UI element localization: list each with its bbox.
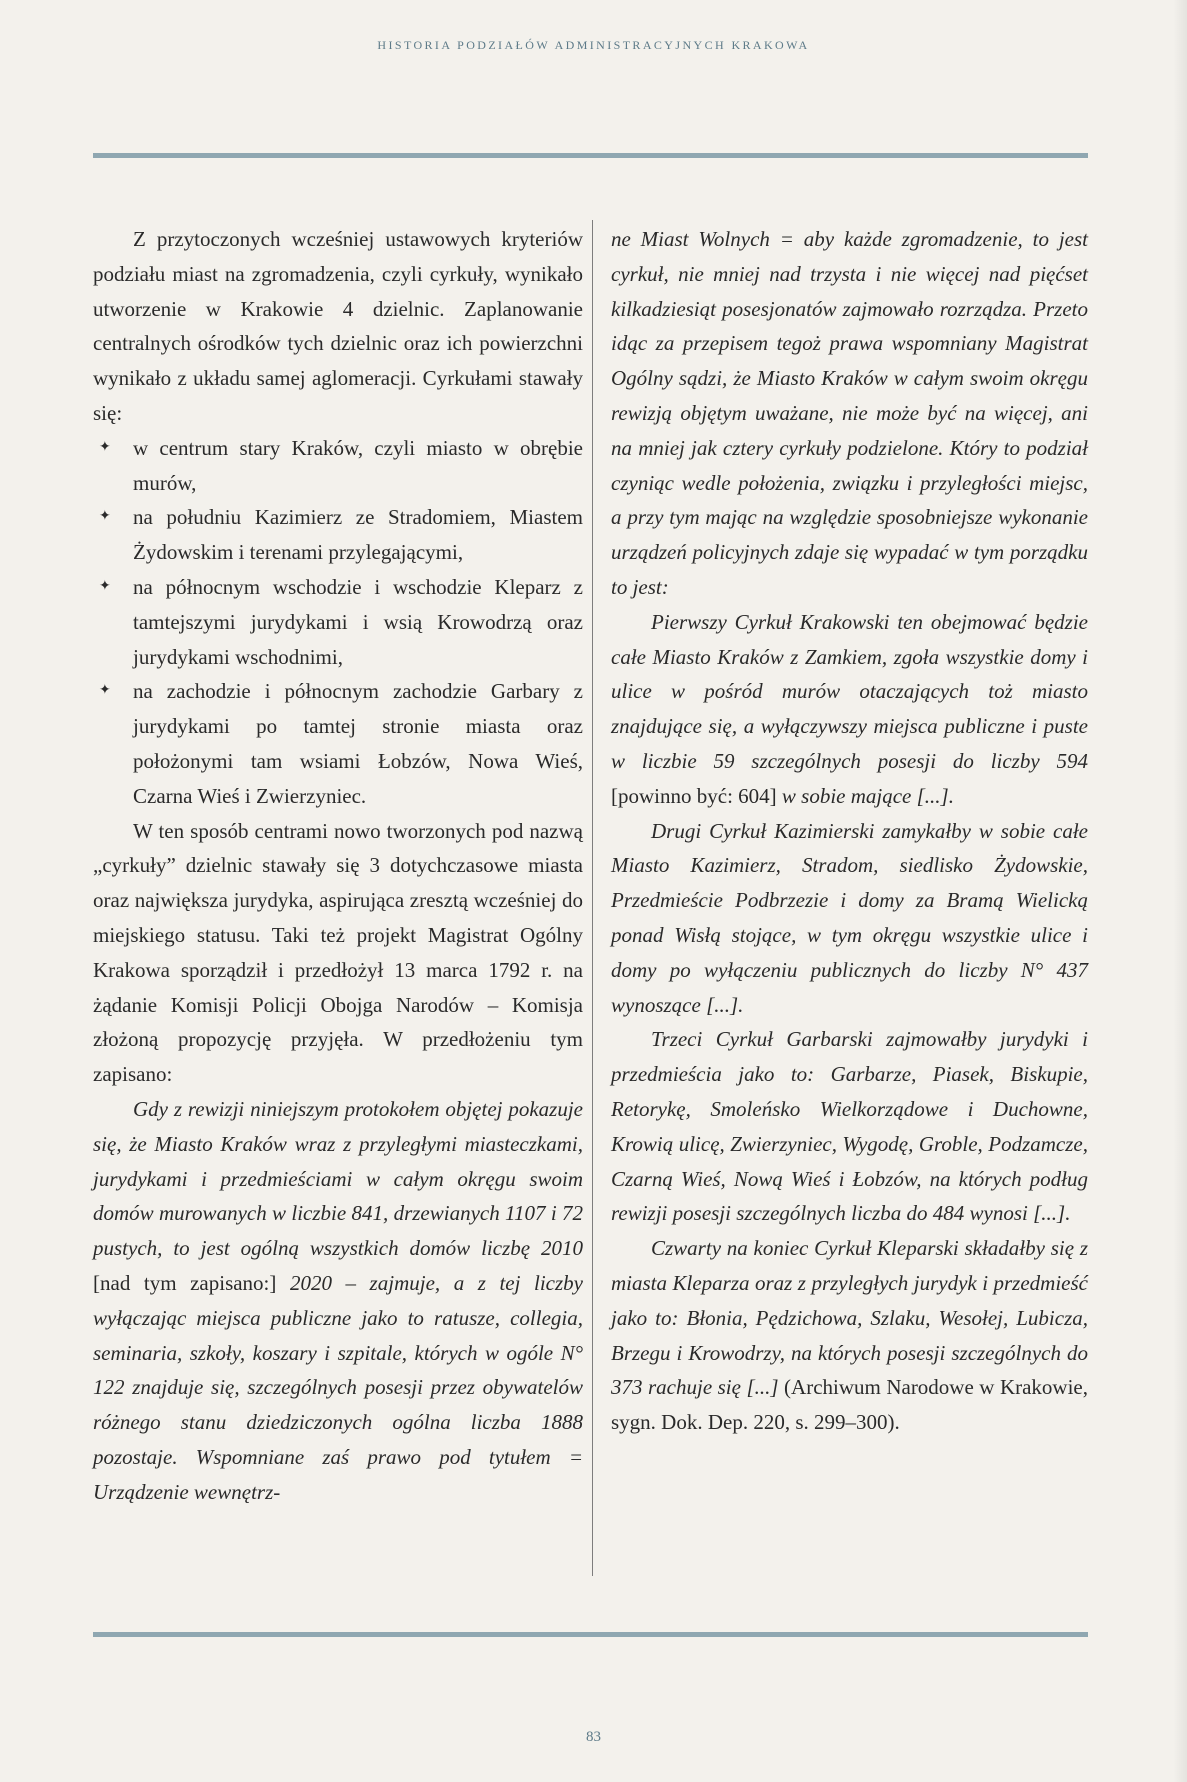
right-column bbox=[611, 222, 1088, 1440]
body-paragraph: W ten sposób centrami nowo tworzonych pod nazwą „cyrkuły” dzielnic stawały się 3 dotychczasowe miasta oraz największa jurydyka, aspirująca zresztą wcześniej do miejskiego statusu. Taki też projekt Magistrat Ogólny Krakowa sporządził i przedłożył 13 marca 1792 r. na żądanie Komisji Policji Obojga Narodów – Komisja złożoną propozycję przyjęła. W przedłożeniu tym zapisano: bbox=[93, 818, 583, 1087]
quote-text: Pierwszy Cyrkuł Krakowski ten obejmować będzie całe Miasto Kraków z Zamkiem, zgoła wszystkie domy i ulice w pośród murów otaczających toż miasto znajdujące się, a wyłączywszy miejsca publiczne i puste w liczbie 59 szczególnych posesji do liczby 594 bbox=[611, 609, 1088, 773]
left-column bbox=[93, 222, 583, 1509]
list-item-text: w centrum stary Kraków, czyli miasto w obrębie murów, bbox=[133, 435, 583, 495]
quote-paragraph: Drugi Cyrkuł Kazimierski zamykałby w sobie całe Miasto Kazimierz, Stradom, siedlisko Żydowskie, Przedmieście Podbrzezie i domy za Bramą Wielicką ponad Wisłą stojące, w tym okręgu wszystkie ulice i domy po wyłączeniu publicznych do liczby N° 437 wynoszące [...]. bbox=[611, 818, 1088, 1017]
quote-text: Gdy z rewizji niniejszym protokołem objętej pokazuje się, że Miasto Kraków wraz z przyległymi miasteczkami, jurydykami i przedmieściami w całym okręgu swoim domów murowanych w liczbie 841, drzewianych 1107 i 72 pustych, to jest ogólną wszystkich domów liczbę 2010 bbox=[93, 1096, 583, 1261]
bullet-icon: ✦ bbox=[99, 439, 111, 455]
quote-paragraph: Trzeci Cyrkuł Garbarski zajmowałby jurydyki i przedmieścia jako to: Garbarze, Piasek, Biskupie, Retorykę, Smoleńsko Wielkorządowe i Duchowne, Krowią ulicę, Zwierzyniec, Wygodę, Groble, Podzamcze, Czarną Wieś, Nową Wieś i Łobzów, na których podług rewizji posesji szczególnych liczba do 484 wynosi [...]. bbox=[611, 1027, 1088, 1226]
list-item bbox=[93, 674, 583, 813]
quote-paragraph bbox=[93, 1092, 583, 1510]
bullet-icon: ✦ bbox=[99, 683, 111, 699]
quote-text: Czwarty na koniec Cyrkuł Kleparski składałby się z miasta Kleparza oraz z przyległych jurydyk i przedmieść jako to: Błonia, Pędzichowa, Szlaku, Wesołej, Lubicza, Brzegu i Krowodrzy, na których posesji szczególnych do 373 rachuje się [...] bbox=[611, 1236, 1088, 1400]
bullet-icon: ✦ bbox=[99, 509, 111, 525]
editorial-note: [nad tym zapisano:] bbox=[93, 1270, 290, 1295]
cyrkul-bullet-list bbox=[93, 431, 583, 814]
list-item-text: na zachodzie i północnym zachodzie Garbary z jurydykami po tamtej stronie miasta oraz położonymi tam wsiami Łobzów, Nowa Wieś, Czarna Wieś i Zwierzyniec. bbox=[133, 679, 583, 808]
intro-paragraph: Z przytoczonych wcześniej ustawowych kryteriów podziału miast na zgromadzenia, czyli cyrkuły, wynikało utworzenie w Krakowie 4 dzielnic. Zaplanowanie centralnych ośrodków tych dzielnic oraz ich powierzchni wynikało z układu samej aglomeracji. Cyrkułami stawały się: bbox=[93, 227, 583, 425]
list-item bbox=[93, 431, 583, 501]
running-header: HISTORIA PODZIAŁÓW ADMINISTRACYJNYCH KRAKOWA bbox=[377, 38, 810, 52]
quote-paragraph bbox=[611, 605, 1088, 814]
list-item bbox=[93, 500, 583, 570]
quote-paragraph bbox=[611, 1231, 1088, 1440]
source-citation: (Archiwum Narodowe w Krakowie, sygn. Dok. Dep. 220, s. 299–300). bbox=[611, 1375, 1088, 1435]
bullet-icon: ✦ bbox=[99, 578, 111, 594]
list-item bbox=[93, 570, 583, 674]
page-edge-shadow bbox=[1173, 0, 1187, 1782]
list-item-text: na południu Kazimierz ze Stradomiem, Miastem Żydowskim i terenami przylegającymi, bbox=[133, 505, 583, 565]
quote-continuation: ne Miast Wolnych = aby każde zgromadzenie, to jest cyrkuł, nie mniej nad trzysta i nie więcej nad pięćset kilkadziesiąt posesjonatów zajmowało rozrządza. Przeto idąc za przepisem tegoż prawa wspomniany Magistrat Ogólny sądzi, że Miasto Kraków w całym swoim okręgu rewizją objętym uważane, nie może być na więcej, ani na mniej jak cztery cyrkuły podzielone. Który to podział czyniąc wedle położenia, związku i przyległości miejsc, a przy tym mając na względzie sposobniejsze wykonanie urządzeń policyjnych zdaje się wypadać w tym porządku to jest: bbox=[611, 227, 1088, 599]
bottom-rule bbox=[93, 1632, 1088, 1637]
editorial-note: [powinno być: 604] bbox=[611, 783, 782, 808]
page-number: 83 bbox=[586, 1729, 601, 1745]
quote-text: w sobie mające [...]. bbox=[781, 783, 954, 808]
top-rule bbox=[93, 153, 1088, 158]
column-divider bbox=[592, 220, 593, 1576]
quote-text: 2020 – zajmuje, a z tej liczby wyłączając miejsca publiczne jako to ratusze, collegia, seminaria, szkoły, koszary i szpitale, których w ogóle N° 122 znajduje się, szczególnych posesji przez obywatelów różnego stanu dziedziczonych ogólna liczba 1888 pozostaje. Wspomniane zaś prawo pod tytułem = Urządzenie wewnętrz- bbox=[93, 1270, 583, 1504]
list-item-text: na północnym wschodzie i wschodzie Kleparz z tamtejszymi jurydykami i wsią Krowodrzą oraz jurydykami wschodnimi, bbox=[133, 574, 583, 669]
